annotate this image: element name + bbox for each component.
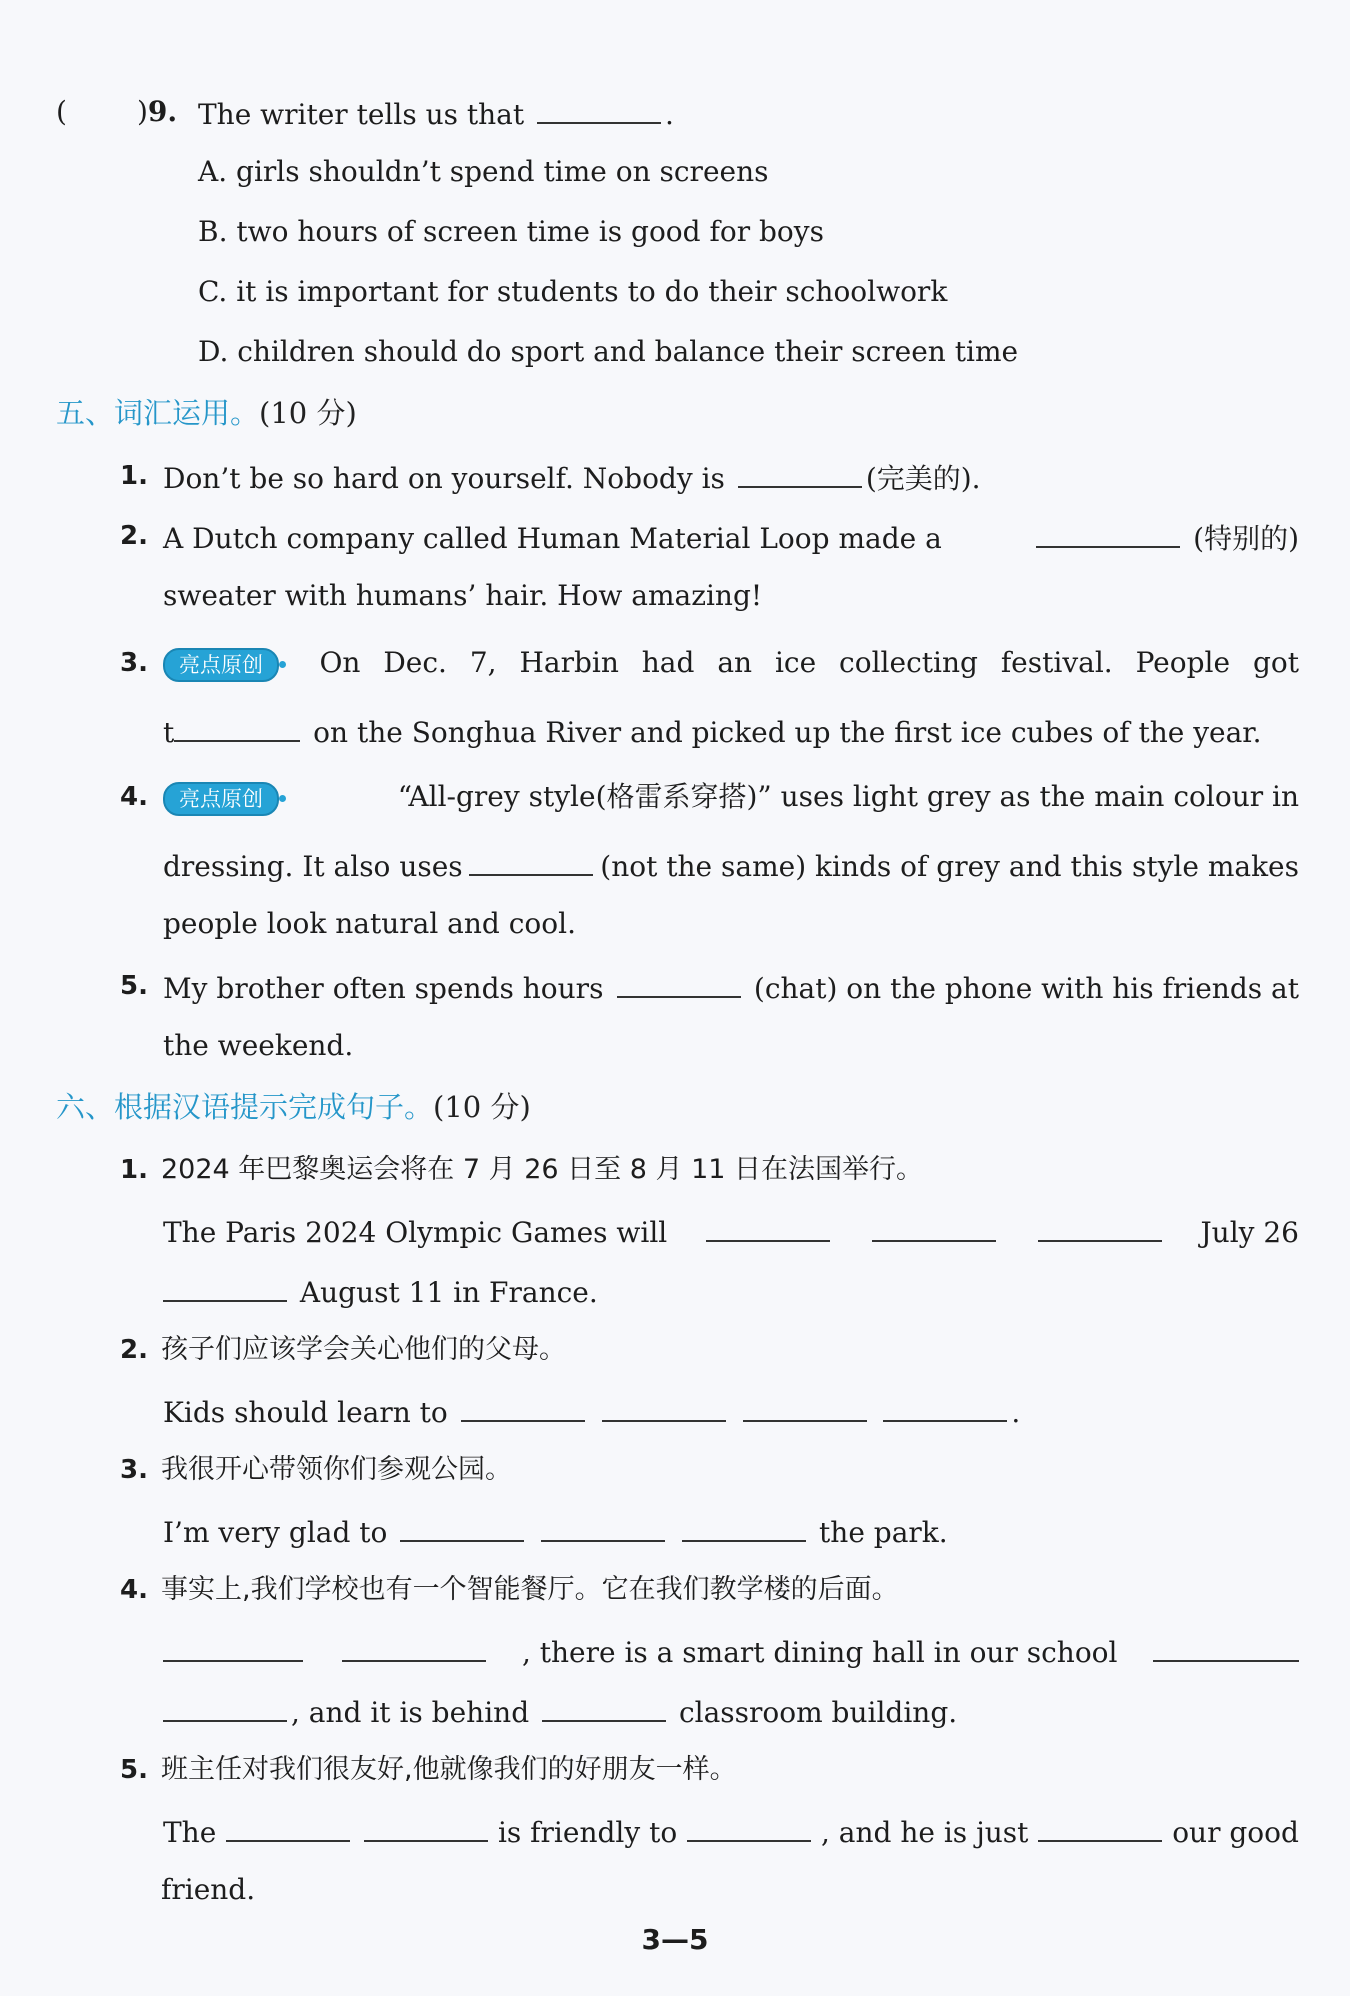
q9-option-c[interactable]: C. it is important for students to do their schoolwork [198,275,948,308]
s5-item4-blank[interactable] [469,844,593,876]
s6-item2-blank2[interactable] [602,1390,726,1422]
s6-item1-blank1[interactable] [706,1210,830,1242]
s6-item4-line1: , there is a smart dining hall in our school [163,1630,1299,1673]
q9-option-a[interactable]: A. girls shouldn’t spend time on screens [198,155,769,188]
s6-item3-line: I’m very glad to the park. [163,1510,948,1553]
s6-item5-blank4[interactable] [1038,1810,1162,1842]
section-6-title: 六、根据汉语提示完成句子。(10 分) [56,1090,531,1124]
s6-item4-blank1[interactable] [163,1630,303,1662]
s5-item2-line2: sweater with humans’ hair. How amazing! [163,579,763,612]
s6-item5-line1: The is friendly to , and he is just our good [163,1810,1299,1853]
s5-item4-line1: 亮点原创 “All-grey style(格雷系穿搭)” uses light grey as the main colour in [163,777,1299,817]
s6-item2-line: Kids should learn to . [163,1390,1020,1433]
s5-item1-blank[interactable] [738,456,862,488]
s6-item5-blank1[interactable] [226,1810,350,1842]
s5-item3-blank[interactable] [174,710,300,742]
s5-item2-number: 2. [120,521,148,551]
s5-item3-line2: t on the Songhua River and picked up the first ice cubes of the year. [163,710,1262,753]
s6-item1-blank2[interactable] [872,1210,996,1242]
s5-item4-line2: dressing. It also uses (not the same) kinds of grey and this style makes [163,844,1299,887]
s6-item1-line2: August 11 in France. [163,1270,598,1313]
s6-item4-blank3[interactable] [1153,1630,1299,1662]
s6-item2-blank4[interactable] [883,1390,1007,1422]
s6-item3-blank1[interactable] [400,1510,524,1542]
s6-item5-blank2[interactable] [364,1810,488,1842]
s6-item4-chinese: 事实上,我们学校也有一个智能餐厅。它在我们教学楼的后面。 [161,1574,899,1605]
s5-item1-number: 1. [120,461,148,491]
s5-item1-text: Don’t be so hard on yourself. Nobody is (完美的). [163,456,981,499]
s5-item3-line1: 亮点原创 On Dec. 7, Harbin had an ice collecting festival. People got [163,643,1299,683]
s6-item1-chinese: 2024 年巴黎奥运会将在 7 月 26 日至 8 月 11 日在法国举行。 [161,1154,924,1185]
s5-item4-number: 4. [120,782,148,812]
s5-item5-line1: My brother often spends hours (chat) on the phone with his friends at [163,966,1299,1009]
s6-item2-blank3[interactable] [743,1390,867,1422]
s6-item5-number: 5. [120,1755,148,1785]
s6-item5-chinese: 班主任对我们很友好,他就像我们的好朋友一样。 [161,1754,737,1785]
s6-item5-line2: friend. [161,1873,256,1906]
original-highlight-badge: 亮点原创 [163,782,279,816]
s6-item4-blank5[interactable] [542,1690,666,1722]
q9-blank[interactable] [537,92,661,124]
s6-item3-number: 3. [120,1455,148,1485]
s6-item3-blank2[interactable] [541,1510,665,1542]
s6-item1-blank3[interactable] [1038,1210,1162,1242]
s6-item3-chinese: 我很开心带领你们参观公园。 [161,1454,512,1485]
s6-item4-blank4[interactable] [163,1690,287,1722]
s6-item2-chinese: 孩子们应该学会关心他们的父母。 [161,1334,566,1365]
s6-item4-line2: , and it is behind classroom building. [163,1690,957,1733]
s5-item2-line1: A Dutch company called Human Material Loop made a (特别的) [163,516,1299,559]
q9-stem: The writer tells us that . [198,92,674,135]
s6-item3-blank3[interactable] [682,1510,806,1542]
s6-item5-blank3[interactable] [687,1810,811,1842]
q9-option-d[interactable]: D. children should do sport and balance their screen time [198,335,1019,368]
s6-item1-blank4[interactable] [163,1270,287,1302]
page-number: 3—5 [641,1923,709,1956]
s6-item1-line1: The Paris 2024 Olympic Games will July 26 [163,1210,1299,1253]
s6-item2-number: 2. [120,1335,148,1365]
original-highlight-badge: 亮点原创 [163,648,279,682]
s5-item5-line2: the weekend. [163,1029,354,1062]
s6-item4-number: 4. [120,1575,148,1605]
s5-item5-number: 5. [120,971,148,1001]
q9-answer-paren: ( )9. [56,95,178,128]
section-5-title: 五、词汇运用。(10 分) [56,396,357,430]
s5-item2-blank[interactable] [1036,516,1180,548]
s5-item5-blank[interactable] [617,966,741,998]
s6-item2-blank1[interactable] [461,1390,585,1422]
s6-item1-number: 1. [120,1155,148,1185]
s5-item4-line3: people look natural and cool. [163,907,576,940]
s6-item4-blank2[interactable] [342,1630,486,1662]
s5-item3-number: 3. [120,648,148,678]
q9-option-b[interactable]: B. two hours of screen time is good for boys [198,215,824,248]
